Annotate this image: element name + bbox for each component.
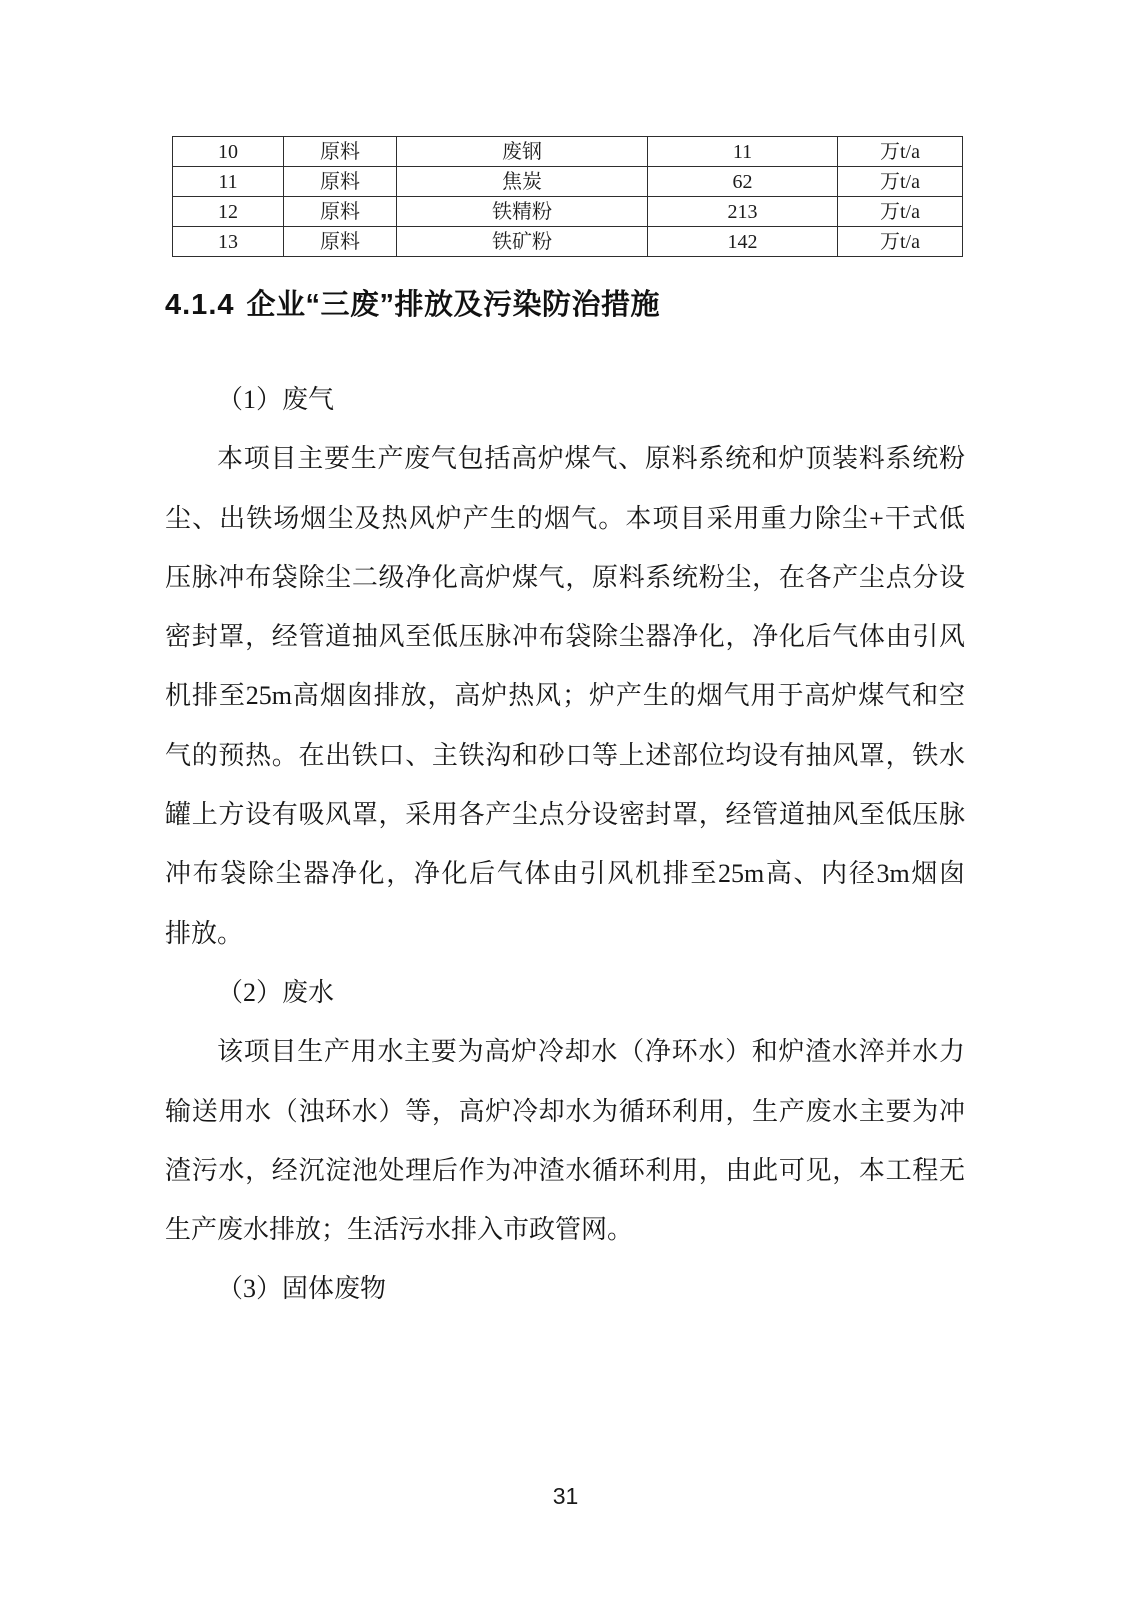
table-row	[173, 167, 963, 197]
paragraph-line: 机排至25m高烟囱排放，高炉热风；炉产生的烟气用于高炉煤气和空	[165, 681, 965, 711]
cell-name: 铁矿粉	[397, 227, 648, 257]
cell-value: 11	[648, 137, 838, 167]
cell-category: 原料	[284, 197, 397, 227]
page-number: 31	[552, 1483, 579, 1509]
cell-value: 62	[648, 167, 838, 197]
paragraph-line: 渣污水，经沉淀池处理后作为冲渣水循环利用，由此可见，本工程无	[165, 1155, 965, 1185]
cell-name: 铁精粉	[397, 197, 648, 227]
paragraph-line: 排放。	[165, 918, 244, 948]
subsection-label-waste-gas: （1）废气	[217, 385, 335, 414]
cell-category: 原料	[284, 137, 397, 167]
raw-materials-table	[172, 136, 963, 257]
body-text	[165, 370, 965, 1319]
cell-value: 213	[648, 197, 838, 227]
table-row	[173, 227, 963, 257]
paragraph-line: 本项目主要生产废气包括高炉煤气、原料系统和炉顶装料系统粉	[217, 444, 965, 474]
paragraph-line: 气的预热。在出铁口、主铁沟和砂口等上述部位均设有抽风罩，铁水	[165, 740, 965, 770]
section-heading	[165, 288, 660, 322]
cell-category: 原料	[284, 167, 397, 197]
cell-unit: 万t/a	[838, 137, 963, 167]
paragraph-line: 生产废水排放；生活污水排入市政管网。	[165, 1215, 634, 1245]
cell-no: 10	[173, 137, 284, 167]
paragraph-line: 尘、出铁场烟尘及热风炉产生的烟气。本项目采用重力除尘+干式低	[165, 503, 965, 533]
cell-no: 11	[173, 167, 284, 197]
cell-unit: 万t/a	[838, 167, 963, 197]
paragraph-line: 输送用水（浊环水）等，高炉冷却水为循环利用，生产废水主要为冲	[165, 1096, 965, 1126]
table-row	[173, 137, 963, 167]
paragraph-line: 密封罩，经管道抽风至低压脉冲布袋除尘器净化，净化后气体由引风	[165, 622, 965, 652]
cell-no: 12	[173, 197, 284, 227]
subsection-label-waste-water: （2）废水	[217, 977, 335, 1007]
cell-name: 废钢	[397, 137, 648, 167]
table-row	[173, 197, 963, 227]
cell-value: 142	[648, 227, 838, 257]
subsection-label-solid-waste: （3）固体废物	[217, 1274, 387, 1304]
paragraph-line: 罐上方设有吸风罩，采用各产尘点分设密封罩，经管道抽风至低压脉	[165, 800, 965, 830]
paragraph-line: 该项目生产用水主要为高炉冷却水（净环水）和炉渣水淬并水力	[217, 1037, 965, 1067]
cell-unit: 万t/a	[838, 227, 963, 257]
paragraph-line: 压脉冲布袋除尘二级净化高炉煤气，原料系统粉尘，在各产尘点分设	[165, 562, 965, 592]
cell-unit: 万t/a	[838, 197, 963, 227]
cell-category: 原料	[284, 227, 397, 257]
paragraph-line: 冲布袋除尘器净化，净化后气体由引风机排至25m高、内径3m烟囱	[165, 859, 965, 889]
cell-no: 13	[173, 227, 284, 257]
section-title: 企业“三废”排放及污染防治措施	[246, 289, 661, 321]
section-number: 4.1.4	[165, 289, 235, 321]
cell-name: 焦炭	[397, 167, 648, 197]
